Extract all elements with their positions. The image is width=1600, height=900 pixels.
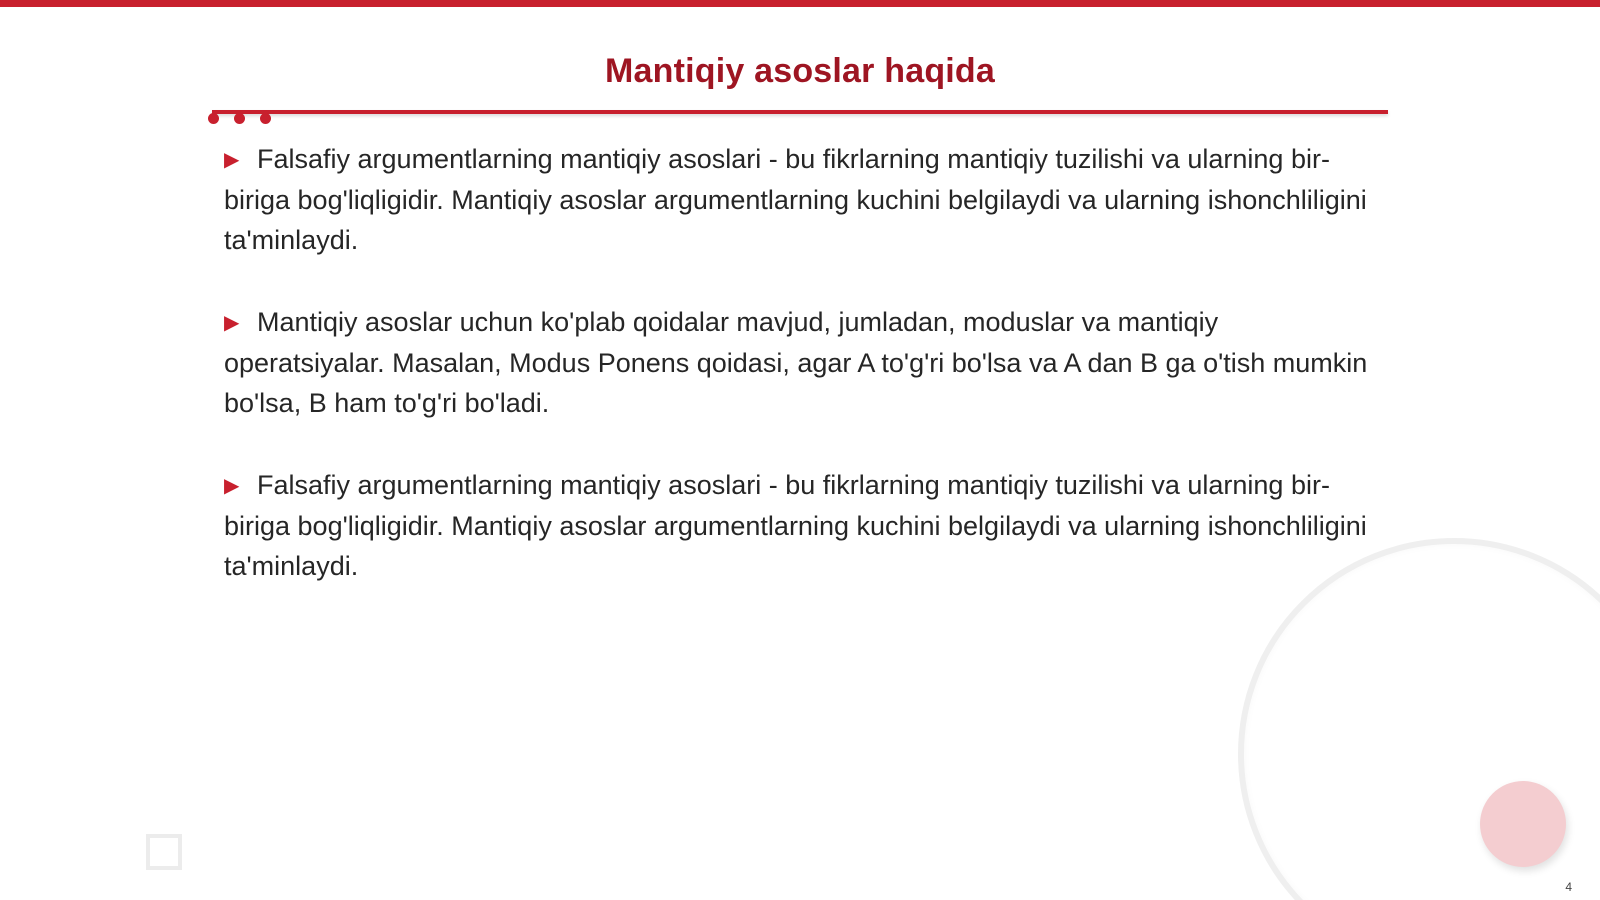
triangle-right-icon: ▶ bbox=[224, 475, 240, 497]
decorative-circle-filled bbox=[1480, 781, 1566, 867]
triangle-right-icon: ▶ bbox=[224, 312, 240, 334]
bullet-list bbox=[224, 139, 1374, 628]
divider-dot-icon bbox=[234, 113, 245, 124]
title-divider bbox=[212, 110, 1388, 114]
bullet-text: Falsafiy argumentlarning mantiqiy asoslari - bu fikrlarning mantiqiy tuzilishi va ularning bir-biriga bog'liqligidir. Mantiqiy asoslar argumentlarning kuchini belgilaydi va ularning ishonchliligini ta'minlaydi. bbox=[224, 144, 1367, 255]
decorative-square-outline bbox=[146, 834, 182, 870]
bullet-text: Falsafiy argumentlarning mantiqiy asoslari - bu fikrlarning mantiqiy tuzilishi va ularning bir-biriga bog'liqligidir. Mantiqiy asoslar argumentlarning kuchini belgilaydi va ularning ishonchliligini ta'minlaydi. bbox=[224, 470, 1367, 581]
divider-dot-icon bbox=[208, 113, 219, 124]
bullet-item bbox=[224, 465, 1374, 586]
bullet-text: Mantiqiy asoslar uchun ko'plab qoidalar mavjud, jumladan, moduslar va mantiqiy operatsiyalar. Masalan, Modus Ponens qoidasi, agar A to'g'ri bo'lsa va A dan B ga o'tish mumkin bo'lsa, B ham to'g'ri bo'ladi. bbox=[224, 307, 1368, 418]
bullet-item bbox=[224, 139, 1374, 260]
divider-dot-icon bbox=[260, 113, 271, 124]
top-accent-bar bbox=[0, 0, 1600, 7]
page-number: 4 bbox=[1565, 880, 1572, 894]
bullet-item bbox=[224, 302, 1374, 423]
triangle-right-icon: ▶ bbox=[224, 149, 240, 171]
slide-title: Mantiqiy asoslar haqida bbox=[604, 52, 996, 90]
